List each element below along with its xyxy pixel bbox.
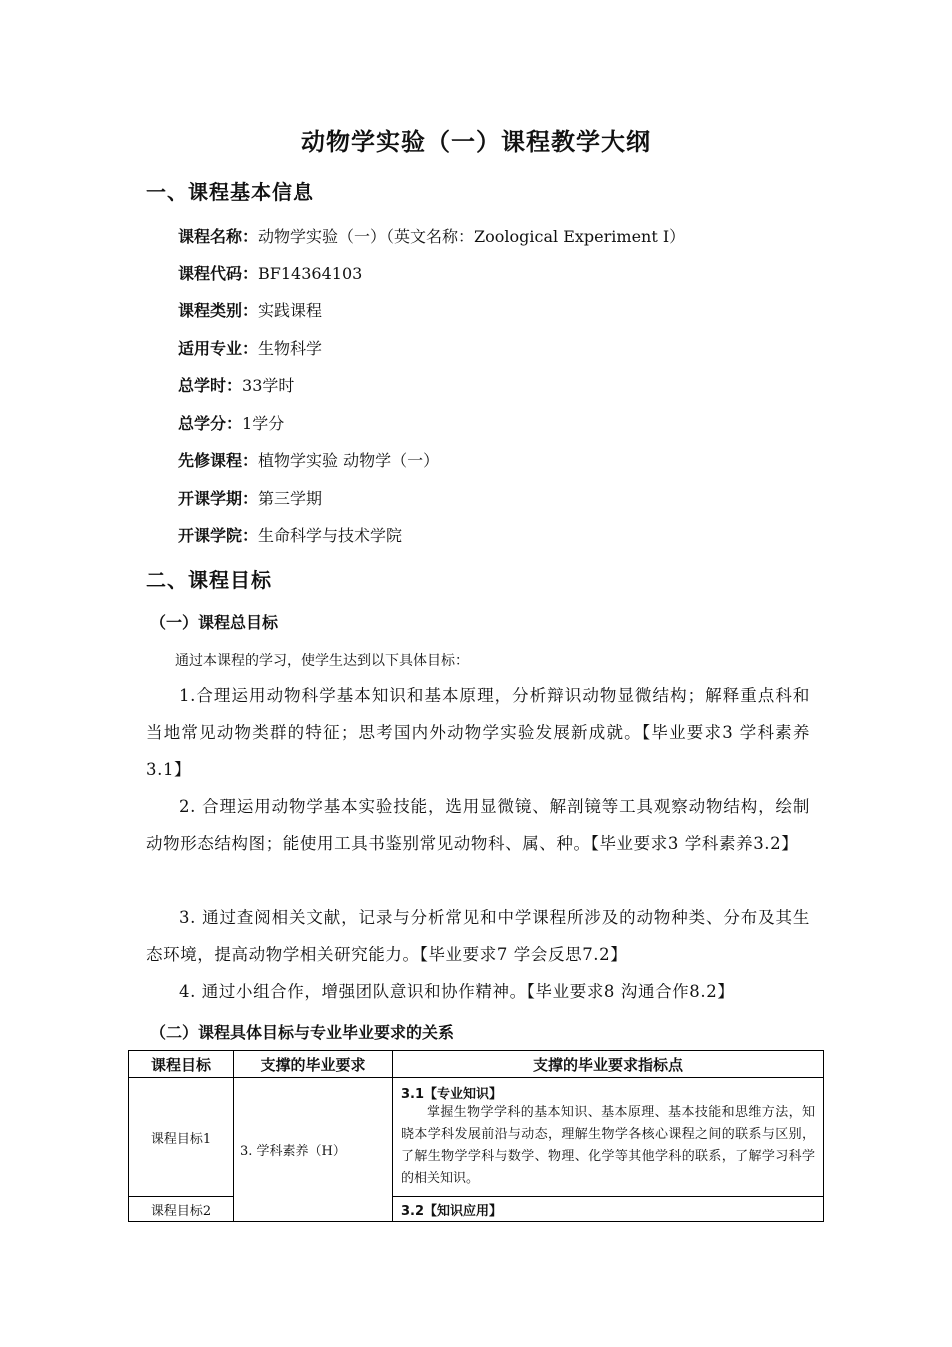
- info-value: 1学分: [242, 414, 285, 433]
- objective-requirement-table: [128, 1050, 824, 1222]
- document-title: 动物学实验（一）课程教学大纲: [301, 128, 651, 156]
- goal-3: 3. 通过查阅相关文献，记录与分析常见和中学课程所涉及的动物种类、分布及其生态环境，提高动物学相关研究能力。【毕业要求7 学会反思7.2】: [146, 908, 810, 964]
- info-label: 课程类别：: [178, 301, 259, 320]
- info-credits: [178, 411, 284, 434]
- table-header: 支撑的毕业要求: [234, 1051, 393, 1078]
- info-college: [178, 523, 402, 546]
- table-row: [129, 1078, 824, 1197]
- info-prerequisites: [178, 448, 439, 471]
- table-cell-goal: 课程目标1: [129, 1078, 234, 1197]
- table-header: 支撑的毕业要求指标点: [393, 1051, 824, 1078]
- info-value: 植物学实验 动物学（一）: [258, 451, 440, 470]
- info-label: 先修课程：: [178, 451, 259, 470]
- overall-objective-heading: （一）课程总目标: [150, 613, 279, 632]
- table-header: 课程目标: [129, 1051, 234, 1078]
- info-value: 实践课程: [258, 301, 323, 320]
- table-cell-indicator: [393, 1197, 824, 1222]
- info-value: 生物科学: [258, 339, 323, 358]
- info-value: 动物学实验（一）（英文名称：Zoological Experiment Ⅰ）: [258, 227, 686, 246]
- info-course-code: [178, 261, 362, 284]
- info-label: 总学时：: [178, 376, 243, 395]
- table-cell-requirement: 3. 学科素养（H）: [234, 1078, 393, 1222]
- table-cell-goal: 课程目标2: [129, 1197, 234, 1222]
- info-value: 生命科学与技术学院: [258, 526, 403, 545]
- goal-4: 4. 通过小组合作，增强团队意识和协作精神。【毕业要求8 沟通合作8.2】: [179, 982, 735, 1001]
- section-objectives-heading: 二、课程目标: [146, 568, 272, 592]
- info-value: 33学时: [242, 376, 295, 395]
- objectives-intro: 通过本课程的学习，使学生达到以下具体目标：: [175, 653, 469, 669]
- info-label: 课程名称：: [178, 227, 259, 246]
- info-label: 总学分：: [178, 414, 243, 433]
- section-basic-info-heading: 一、课程基本信息: [146, 180, 314, 204]
- table-cell-indicator: [393, 1078, 824, 1197]
- indicator-description: 掌握生物学学科的基本知识、基本原理、基本技能和思维方法，知晓本学科发展前沿与动态，理解生物学各核心课程之间的联系与区别，了解生物学学科与数学、物理、化学等其他学科的联系，了解学习科学的相关知识。: [401, 1104, 815, 1186]
- info-value: BF14364103: [258, 264, 363, 283]
- info-semester: [178, 486, 322, 509]
- table-row: [129, 1197, 824, 1222]
- info-course-name: [178, 224, 685, 247]
- indicator-title: 3.2【知识应用】: [401, 1203, 503, 1219]
- info-value: 第三学期: [258, 489, 323, 508]
- table-header-row: [129, 1051, 824, 1078]
- info-total-hours: [178, 373, 294, 396]
- info-major: [178, 336, 322, 359]
- goal-2: 2. 合理运用动物学基本实验技能，选用显微镜、解剖镜等工具观察动物结构，绘制动物形态结构图；能使用工具书鉴别常见动物科、属、种。【毕业要求3 学科素养3.2】: [146, 797, 810, 853]
- info-label: 课程代码：: [178, 264, 259, 283]
- goal-1: 1.合理运用动物科学基本知识和基本原理，分析辩识动物显微结构；解释重点科和当地常见动物类群的特征；思考国内外动物学实验发展新成就。【毕业要求3 学科素养3.1】: [146, 686, 810, 779]
- objective-relation-heading: （二）课程具体目标与专业毕业要求的关系: [150, 1023, 455, 1042]
- info-label: 适用专业：: [178, 339, 259, 358]
- indicator-title: 3.1【专业知识】: [401, 1086, 503, 1102]
- info-course-type: [178, 298, 322, 321]
- info-label: 开课学院：: [178, 526, 259, 545]
- info-label: 开课学期：: [178, 489, 259, 508]
